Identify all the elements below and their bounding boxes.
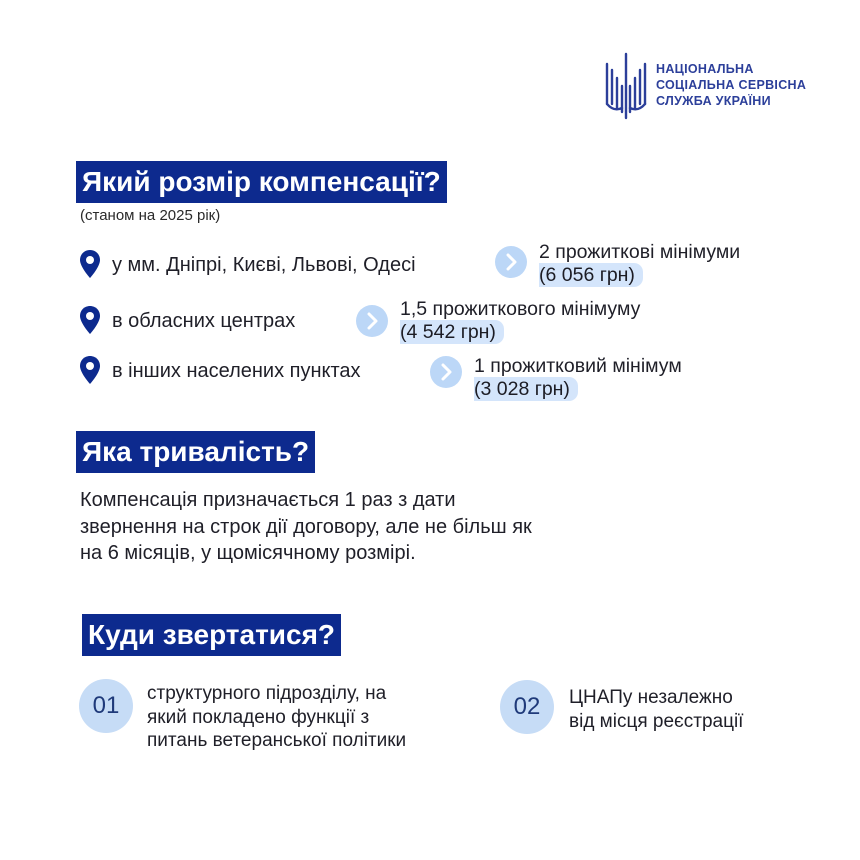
logo-line-2: СОЦІАЛЬНА СЕРВІСНА <box>656 78 807 92</box>
duration-heading: Яка тривалість? <box>76 431 315 473</box>
trident-icon <box>604 52 648 120</box>
compensation-heading: Який розмір компенсації? <box>76 161 447 203</box>
where-line: який покладено функції з <box>147 706 370 728</box>
where-line: питань ветеранської політики <box>147 730 407 751</box>
map-pin-icon <box>79 249 101 279</box>
sum-badge: (4 542 грн) <box>400 320 504 344</box>
nssu-logo <box>604 52 834 122</box>
where-line: від місця реєстрації <box>569 710 744 732</box>
chevron-right-icon <box>430 356 462 388</box>
where-item-text <box>147 682 406 753</box>
where-line: структурного підрозділу, на <box>147 683 387 704</box>
sum-badge: (3 028 грн) <box>474 377 578 401</box>
amount-text: 2 прожиткові мінімуми <box>539 241 741 263</box>
amount-text: 1,5 прожиткового мінімуму <box>400 298 641 320</box>
chevron-right-icon <box>495 246 527 278</box>
chevron-right-icon <box>356 305 388 337</box>
location-label: у мм. Дніпрі, Києві, Львові, Одесі <box>112 254 416 276</box>
step-number: 02 <box>500 680 554 734</box>
logo-text <box>656 61 806 109</box>
duration-line: звернення на строк дії договору, але не більш як <box>80 515 532 538</box>
logo-line-3: СЛУЖБА УКРАЇНИ <box>656 94 771 108</box>
sum-badge: (6 056 грн) <box>539 263 643 287</box>
step-number: 01 <box>79 679 133 733</box>
logo-line-1: НАЦІОНАЛЬНА <box>656 62 754 76</box>
map-pin-icon <box>79 355 101 385</box>
map-pin-icon <box>79 305 101 335</box>
where-item-text <box>569 686 743 733</box>
duration-line: Компенсація призначається 1 раз з дати <box>80 489 456 511</box>
where-line: ЦНАПу незалежно <box>569 687 733 708</box>
duration-line: на 6 місяців, у щомісячному розмірі. <box>80 542 416 564</box>
amount-text: 1 прожитковий мінімум <box>474 355 682 377</box>
location-label: в інших населених пунктах <box>112 360 361 382</box>
where-heading: Куди звертатися? <box>82 614 341 656</box>
year-note: (станом на 2025 рік) <box>80 207 221 224</box>
duration-text <box>80 487 700 567</box>
location-label: в обласних центрах <box>112 310 296 332</box>
